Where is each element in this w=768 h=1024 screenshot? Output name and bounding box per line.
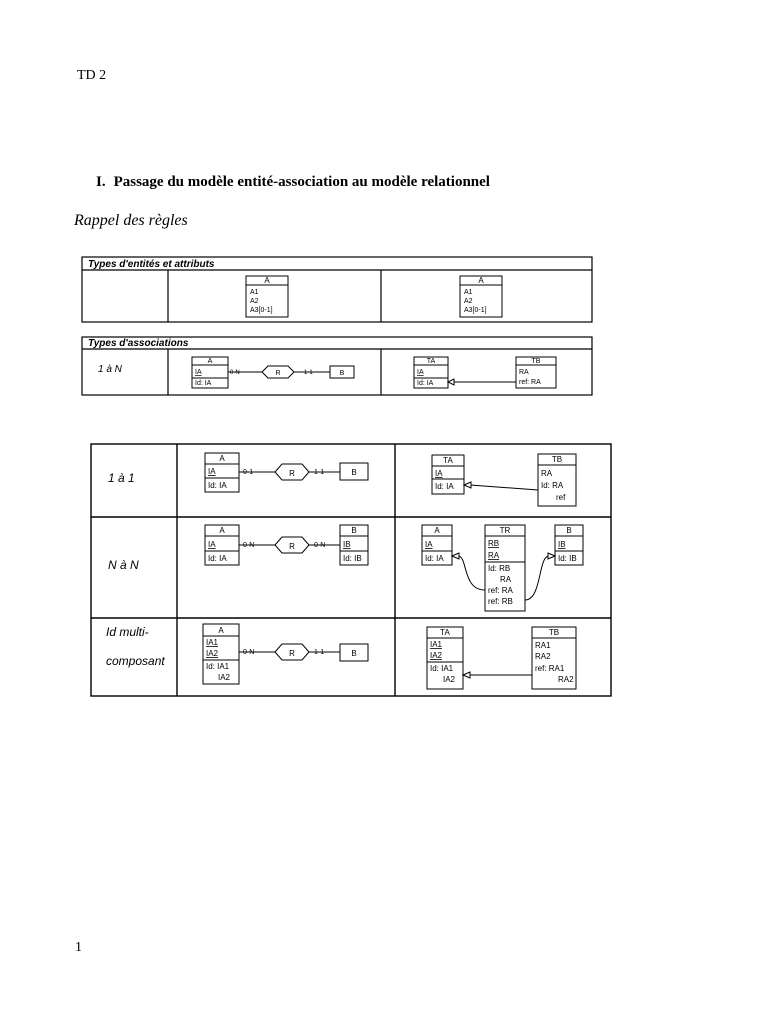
entity-name: A: [219, 526, 225, 535]
page-number: 1: [75, 940, 82, 955]
table-tr-line: RB: [488, 539, 500, 548]
table-tr-line: RA: [500, 575, 512, 584]
table-ta-name: TA: [443, 456, 453, 465]
entity-key: IA: [208, 467, 216, 476]
entity-attr: A2: [250, 298, 259, 305]
ea-diagram-1-1: [205, 453, 368, 492]
entity-name: A: [207, 358, 213, 365]
table-tb-line: RA1: [535, 641, 551, 650]
table-ta-id: IA2: [443, 675, 456, 684]
cardinality-right: 1-1: [314, 469, 325, 476]
table-ta-key: IA: [417, 369, 424, 376]
row-label-line1: Id multi-: [106, 625, 149, 639]
section-heading: [96, 174, 490, 191]
ea-diagram-n-n: [205, 525, 368, 565]
table-b-name: B: [566, 526, 572, 535]
table-ta-id: Id: IA: [435, 482, 454, 491]
relational-diagram-multi: [427, 627, 576, 689]
row-label-line2: composant: [106, 654, 165, 668]
table-a-key: IA: [425, 540, 433, 549]
entity-attr: A2: [464, 298, 473, 305]
reference-arrow-a: [452, 553, 459, 559]
entity-name: A: [478, 276, 484, 285]
association-name: R: [289, 542, 295, 551]
section-number: I.: [96, 174, 106, 190]
table-tb-name: TB: [548, 628, 560, 637]
table-ta-key: IA2: [430, 651, 443, 660]
entity-box-left: [246, 276, 288, 317]
figure2-title: Types d'associations: [88, 338, 189, 349]
table-tb-line: RA: [541, 469, 553, 478]
entity-b-key: IB: [343, 540, 351, 549]
table-b-id: Id: IB: [558, 554, 577, 563]
rules-table-figure: [90, 442, 614, 698]
entity-attr: A3[0-1]: [250, 307, 273, 314]
table-tr-name: TR: [499, 526, 511, 535]
table-a-name: A: [434, 526, 440, 535]
cardinality-left: 0-1: [243, 469, 254, 476]
entity-attr: A1: [250, 289, 259, 296]
association-types-figure: [80, 336, 594, 398]
section-title: Passage du modèle entité-association au modèle relationnel: [113, 174, 490, 190]
entity-key: IA: [195, 369, 202, 376]
table-tr-line: ref: RB: [488, 597, 513, 606]
table-ta-name: TA: [440, 628, 450, 637]
entity-id: Id: IA1: [206, 662, 230, 671]
table-tb-line: ref: RA1: [535, 664, 565, 673]
table-tr-line: ref: RA: [488, 586, 513, 595]
entity-key: IA1: [206, 638, 219, 647]
entity-id: Id: IA: [208, 481, 227, 490]
page-header: TD 2: [77, 68, 107, 83]
table-tb-line: Id: RA: [541, 481, 564, 490]
entity-types-figure: [80, 256, 594, 324]
association-name: R: [275, 370, 281, 377]
table-ta-key: IA1: [430, 640, 443, 649]
table-tb-attr: RA: [519, 369, 529, 376]
table-a-id: Id: IA: [425, 554, 444, 563]
table-tb-line: RA2: [535, 652, 551, 661]
entity-name: A: [219, 454, 225, 463]
row-label: 1 à N: [98, 364, 122, 375]
table-ta-name: TA: [426, 358, 436, 365]
entity-key: IA: [208, 540, 216, 549]
reference-arrow: [464, 482, 471, 488]
entity-key: IA2: [206, 649, 219, 658]
entity-attr: A3[0-1]: [464, 307, 487, 314]
row-label: 1 à 1: [108, 471, 135, 485]
association-name: R: [289, 469, 295, 478]
entity-b-name: B: [351, 649, 357, 658]
ea-diagram: [192, 357, 354, 388]
cardinality-left: 0-N: [230, 370, 240, 376]
subheading: Rappel des règles: [74, 212, 188, 229]
table-tr-line: RA: [488, 551, 500, 560]
cardinality-left: 0-N: [243, 649, 255, 656]
table-tb-line: ref: [556, 493, 566, 502]
cardinality-right: 0-N: [314, 542, 326, 549]
cardinality-right: 1-1: [304, 370, 313, 376]
entity-attr: A1: [464, 289, 473, 296]
table-tb-name: TB: [551, 455, 563, 464]
entity-id: Id: IA: [208, 554, 227, 563]
table-tb-name: TB: [531, 358, 541, 365]
table-tb-line: RA2: [558, 675, 574, 684]
cardinality-right: 1-1: [314, 649, 325, 656]
reference-arrow: [448, 379, 454, 385]
reference-arrow-b: [548, 553, 555, 559]
table-ta-id: Id: IA: [417, 380, 434, 387]
relational-diagram-n-n: [422, 525, 583, 611]
entity-name: A: [218, 626, 224, 635]
association-name: R: [289, 649, 295, 658]
reference-arrow: [463, 672, 470, 678]
table-b-key: IB: [558, 540, 566, 549]
relational-diagram-1-1: [432, 454, 576, 506]
ea-diagram-multi: [203, 624, 368, 684]
entity-id: Id: IA: [195, 380, 212, 387]
entity-id: IA2: [218, 673, 231, 682]
cardinality-left: 0-N: [243, 542, 255, 549]
entity-b-name: B: [351, 526, 357, 535]
entity-box-right: [460, 276, 502, 317]
row-label: N à N: [108, 558, 139, 572]
figure1-title: Types d'entités et attributs: [88, 259, 215, 270]
relational-diagram: [414, 357, 556, 388]
entity-b-id: Id: IB: [343, 554, 362, 563]
table-ta-id: Id: IA1: [430, 664, 454, 673]
entity-name: A: [264, 276, 270, 285]
table-ta-key: IA: [435, 469, 443, 478]
table-tr-line: Id: RB: [488, 564, 511, 573]
entity-b-name: B: [339, 370, 345, 377]
table-tb-ref: ref: RA: [519, 379, 541, 386]
entity-b-name: B: [351, 468, 357, 477]
